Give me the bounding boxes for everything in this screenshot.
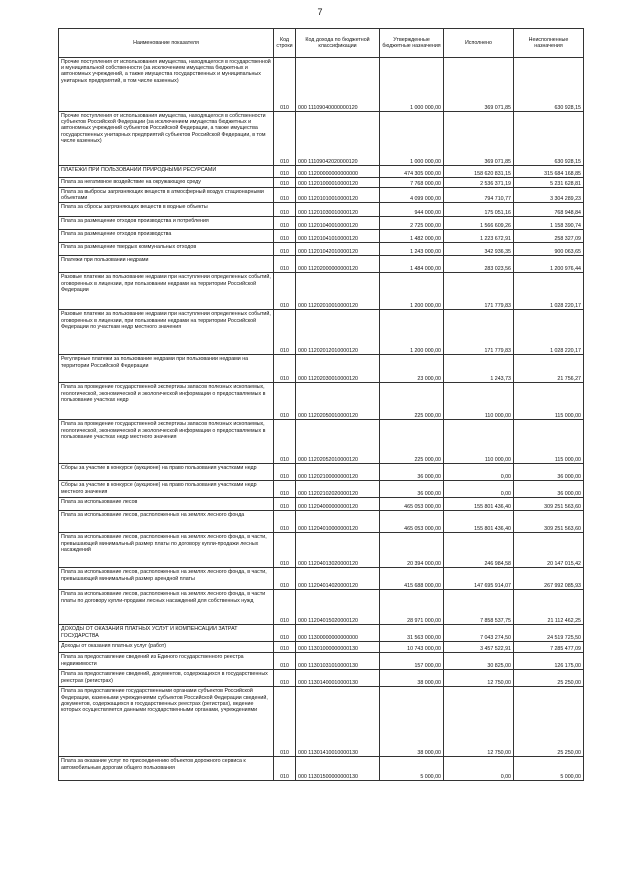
row-approved: 225 000,00 bbox=[380, 383, 444, 420]
row-unexecuted: 25 250,00 bbox=[514, 687, 584, 757]
row-name: Доходы от оказания платных услуг (работ) bbox=[59, 642, 274, 653]
page-number: 7 bbox=[317, 7, 323, 17]
row-bk-code: 000 11301031010000130 bbox=[296, 653, 380, 670]
row-code: 010 bbox=[274, 256, 296, 273]
table-row bbox=[59, 498, 584, 511]
row-executed: 175 051,16 bbox=[444, 203, 514, 217]
table-row bbox=[59, 58, 584, 112]
row-name: Плата за использование лесов bbox=[59, 498, 274, 511]
row-executed: 158 620 831,15 bbox=[444, 166, 514, 178]
table-row bbox=[59, 670, 584, 687]
row-unexecuted: 20 147 015,42 bbox=[514, 533, 584, 568]
row-approved: 38 000,00 bbox=[380, 670, 444, 687]
row-executed: 246 984,58 bbox=[444, 533, 514, 568]
row-unexecuted: 315 684 168,85 bbox=[514, 166, 584, 178]
row-executed: 110 000,00 bbox=[444, 420, 514, 464]
row-unexecuted: 21 756,27 bbox=[514, 355, 584, 383]
row-name: Плата за оказание услуг по присоединению объектов дорожного сервиса к автомобильным дорогам общего пользования bbox=[59, 757, 274, 781]
table-row bbox=[59, 568, 584, 590]
row-unexecuted: 768 948,84 bbox=[514, 203, 584, 217]
table-row bbox=[59, 310, 584, 355]
row-executed: 1 223 672,91 bbox=[444, 230, 514, 243]
row-name: Плата за предоставление сведений из Единого государственного реестра недвижимости bbox=[59, 653, 274, 670]
table-row bbox=[59, 590, 584, 625]
header-executed: Исполнено bbox=[444, 29, 514, 58]
row-approved: 1 200 000,00 bbox=[380, 273, 444, 310]
row-code: 010 bbox=[274, 310, 296, 355]
row-name: Плата за проведение государственной экспертизы запасов полезных ископаемых, геологической, экономической и экологической информации о предоставляемых в пользование участках недр местного значения bbox=[59, 420, 274, 464]
row-executed: 342 936,35 bbox=[444, 243, 514, 256]
row-executed: 155 801 436,40 bbox=[444, 511, 514, 533]
row-code: 010 bbox=[274, 355, 296, 383]
row-bk-code: 000 11300000000000000 bbox=[296, 625, 380, 642]
row-bk-code: 000 11202012010000120 bbox=[296, 310, 380, 355]
row-unexecuted: 258 327,09 bbox=[514, 230, 584, 243]
row-bk-code: 000 11301410010000130 bbox=[296, 687, 380, 757]
row-name: ДОХОДЫ ОТ ОКАЗАНИЯ ПЛАТНЫХ УСЛУГ И КОМПЕНСАЦИИ ЗАТРАТ ГОСУДАРСТВА bbox=[59, 625, 274, 642]
row-approved: 157 000,00 bbox=[380, 653, 444, 670]
row-unexecuted: 1 028 220,17 bbox=[514, 310, 584, 355]
row-code: 010 bbox=[274, 642, 296, 653]
row-bk-code: 000 11204010000000120 bbox=[296, 511, 380, 533]
row-executed: 369 071,85 bbox=[444, 58, 514, 112]
row-bk-code: 000 11201030010000120 bbox=[296, 203, 380, 217]
table-body bbox=[59, 58, 584, 781]
row-approved: 23 000,00 bbox=[380, 355, 444, 383]
row-name: Плата за использование лесов, расположенных на землях лесного фонда, в части платы по договору купли-продажи лесных насаждений для собственных нужд bbox=[59, 590, 274, 625]
table-row bbox=[59, 653, 584, 670]
table-row bbox=[59, 112, 584, 166]
row-bk-code: 000 11202030010000120 bbox=[296, 355, 380, 383]
row-name: Сборы за участие в конкурсе (аукционе) на право пользования участками недр местного значения bbox=[59, 481, 274, 498]
row-name: Прочие поступления от использования имущества, находящегося в собственности субъектов Российской Федерации (за исключением имущества бюджетных и автономных учреждений субъектов Российской Федерации, а также имущества государственных унитарных предприятий субъектов Российской Федерации, в том числе казенных) bbox=[59, 112, 274, 166]
header-unexecuted: Неисполненные назначения bbox=[514, 29, 584, 58]
row-name: Плата за использование лесов, расположенных на землях лесного фонда, в части, превышающей минимальный размер платы по договору купли-продажи лесных насаждений bbox=[59, 533, 274, 568]
row-executed: 12 750,00 bbox=[444, 687, 514, 757]
row-unexecuted: 1 200 976,44 bbox=[514, 256, 584, 273]
row-name: Плата за размещение отходов производства и потребления bbox=[59, 217, 274, 230]
row-unexecuted: 25 250,00 bbox=[514, 670, 584, 687]
row-bk-code: 000 11109040000000120 bbox=[296, 58, 380, 112]
table-row bbox=[59, 464, 584, 481]
row-executed: 0,00 bbox=[444, 464, 514, 481]
row-unexecuted: 1 158 390,74 bbox=[514, 217, 584, 230]
row-bk-code: 000 11200000000000000 bbox=[296, 166, 380, 178]
row-unexecuted: 36 000,00 bbox=[514, 481, 584, 498]
row-executed: 283 023,56 bbox=[444, 256, 514, 273]
table-row bbox=[59, 533, 584, 568]
row-approved: 10 743 000,00 bbox=[380, 642, 444, 653]
row-approved: 36 000,00 bbox=[380, 481, 444, 498]
row-unexecuted: 3 304 289,23 bbox=[514, 188, 584, 203]
row-unexecuted: 7 285 477,09 bbox=[514, 642, 584, 653]
row-executed: 171 779,83 bbox=[444, 310, 514, 355]
table-row bbox=[59, 178, 584, 188]
row-executed: 7 858 537,75 bbox=[444, 590, 514, 625]
row-executed: 3 457 522,91 bbox=[444, 642, 514, 653]
row-executed: 0,00 bbox=[444, 757, 514, 781]
row-approved: 31 563 000,00 bbox=[380, 625, 444, 642]
row-approved: 1 482 000,00 bbox=[380, 230, 444, 243]
row-executed: 7 043 274,50 bbox=[444, 625, 514, 642]
row-name: Регулярные платежи за пользование недрами при пользовании недрами на территории Российской Федерации bbox=[59, 355, 274, 383]
row-approved: 4 099 000,00 bbox=[380, 188, 444, 203]
row-name: Плата за негативное воздействие на окружающую среду bbox=[59, 178, 274, 188]
row-code: 010 bbox=[274, 188, 296, 203]
header-code: Код строки bbox=[274, 29, 296, 58]
row-unexecuted: 1 028 220,17 bbox=[514, 273, 584, 310]
row-code: 010 bbox=[274, 533, 296, 568]
table-row bbox=[59, 230, 584, 243]
row-name: Сборы за участие в конкурсе (аукционе) на право пользования участками недр bbox=[59, 464, 274, 481]
row-code: 010 bbox=[274, 625, 296, 642]
row-code: 010 bbox=[274, 273, 296, 310]
row-executed: 369 071,85 bbox=[444, 112, 514, 166]
row-bk-code: 000 11204000000000120 bbox=[296, 498, 380, 511]
table-header-row bbox=[59, 29, 584, 58]
row-executed: 147 695 914,07 bbox=[444, 568, 514, 590]
row-bk-code: 000 11301500000000130 bbox=[296, 757, 380, 781]
row-approved: 225 000,00 bbox=[380, 420, 444, 464]
table-row bbox=[59, 481, 584, 498]
row-bk-code: 000 11204015020000120 bbox=[296, 590, 380, 625]
row-name: Плата за размещение твердых коммунальных отходов bbox=[59, 243, 274, 256]
row-approved: 1 200 000,00 bbox=[380, 310, 444, 355]
row-executed: 1 566 609,26 bbox=[444, 217, 514, 230]
row-approved: 1 000 000,00 bbox=[380, 112, 444, 166]
row-unexecuted: 630 928,15 bbox=[514, 112, 584, 166]
row-name: Разовые платежи за пользование недрами при наступлении определенных событий, оговоренных в лицензии, при пользовании недрами на территории Российской Федерации по участкам недр местного значения bbox=[59, 310, 274, 355]
row-approved: 7 768 000,00 bbox=[380, 178, 444, 188]
row-code: 010 bbox=[274, 217, 296, 230]
row-name: Плата за выбросы загрязняющих веществ в атмосферный воздух стационарными объектами bbox=[59, 188, 274, 203]
row-bk-code: 000 11201010010000120 bbox=[296, 188, 380, 203]
row-approved: 415 688 000,00 bbox=[380, 568, 444, 590]
row-unexecuted: 5 000,00 bbox=[514, 757, 584, 781]
row-code: 010 bbox=[274, 420, 296, 464]
row-bk-code: 000 11204014020000120 bbox=[296, 568, 380, 590]
row-bk-code: 000 11202010010000120 bbox=[296, 273, 380, 310]
row-bk-code: 000 11202052010000120 bbox=[296, 420, 380, 464]
row-bk-code: 000 11201042010000120 bbox=[296, 243, 380, 256]
row-name: ПЛАТЕЖИ ПРИ ПОЛЬЗОВАНИИ ПРИРОДНЫМИ РЕСУРСАМИ bbox=[59, 166, 274, 178]
row-executed: 794 710,77 bbox=[444, 188, 514, 203]
row-bk-code: 000 11201040010000120 bbox=[296, 217, 380, 230]
row-bk-code: 000 11202102020000120 bbox=[296, 481, 380, 498]
row-executed: 171 779,83 bbox=[444, 273, 514, 310]
row-name: Прочие поступления от использования имущества, находящегося в государственной и муниципальной собственности (за исключением имущества бюджетных и автономных учреждений, а также имущества государственных и муниципальных унитарных предприятий, в том числе казенных) bbox=[59, 58, 274, 112]
table-row bbox=[59, 166, 584, 178]
table-row bbox=[59, 625, 584, 642]
row-bk-code: 000 11202050010000120 bbox=[296, 383, 380, 420]
row-unexecuted: 126 175,00 bbox=[514, 653, 584, 670]
row-executed: 12 750,00 bbox=[444, 670, 514, 687]
row-approved: 2 725 000,00 bbox=[380, 217, 444, 230]
table-row bbox=[59, 511, 584, 533]
row-code: 010 bbox=[274, 757, 296, 781]
row-code: 010 bbox=[274, 670, 296, 687]
row-code: 010 bbox=[274, 383, 296, 420]
table-row bbox=[59, 355, 584, 383]
revenue-table bbox=[58, 28, 584, 781]
row-code: 010 bbox=[274, 498, 296, 511]
row-name: Плата за использование лесов, расположенных на землях лесного фонда, в части, превышающей минимальный размер арендной платы bbox=[59, 568, 274, 590]
row-code: 010 bbox=[274, 590, 296, 625]
row-code: 010 bbox=[274, 511, 296, 533]
row-executed: 2 536 371,19 bbox=[444, 178, 514, 188]
row-bk-code: 000 11202100000000120 bbox=[296, 464, 380, 481]
row-executed: 110 000,00 bbox=[444, 383, 514, 420]
row-approved: 1 484 000,00 bbox=[380, 256, 444, 273]
table-row bbox=[59, 383, 584, 420]
row-code: 010 bbox=[274, 568, 296, 590]
row-unexecuted: 115 000,00 bbox=[514, 383, 584, 420]
row-unexecuted: 5 231 628,81 bbox=[514, 178, 584, 188]
row-approved: 5 000,00 bbox=[380, 757, 444, 781]
table-row bbox=[59, 256, 584, 273]
row-code: 010 bbox=[274, 464, 296, 481]
row-unexecuted: 900 063,65 bbox=[514, 243, 584, 256]
row-bk-code: 000 11204013020000120 bbox=[296, 533, 380, 568]
row-bk-code: 000 11202000000000120 bbox=[296, 256, 380, 273]
row-name: Платежи при пользовании недрами bbox=[59, 256, 274, 273]
row-code: 010 bbox=[274, 166, 296, 178]
row-executed: 0,00 bbox=[444, 481, 514, 498]
row-name: Разовые платежи за пользование недрами при наступлении определенных событий, оговоренных в лицензии, при пользовании недрами на территории Российской Федерации bbox=[59, 273, 274, 310]
row-approved: 465 053 000,00 bbox=[380, 511, 444, 533]
table-row bbox=[59, 642, 584, 653]
row-name: Плата за предоставление государственными органами субъектов Российской Федерации, казенными учреждениями субъектов Российской Федерации сведений, документов, содержащихся в государственных реестрах (регистрах), ведение которых осуществляется данными государственными органами, учреждениями bbox=[59, 687, 274, 757]
row-unexecuted: 24 519 725,50 bbox=[514, 625, 584, 642]
table-row bbox=[59, 757, 584, 781]
row-code: 010 bbox=[274, 230, 296, 243]
row-approved: 944 000,00 bbox=[380, 203, 444, 217]
row-name: Плата за использование лесов, расположенных на землях лесного фонда bbox=[59, 511, 274, 533]
row-code: 010 bbox=[274, 243, 296, 256]
row-unexecuted: 630 928,15 bbox=[514, 58, 584, 112]
row-unexecuted: 309 251 563,60 bbox=[514, 511, 584, 533]
row-code: 010 bbox=[274, 687, 296, 757]
row-bk-code: 000 11201041010000120 bbox=[296, 230, 380, 243]
row-executed: 1 243,73 bbox=[444, 355, 514, 383]
row-approved: 474 305 000,00 bbox=[380, 166, 444, 178]
row-approved: 36 000,00 bbox=[380, 464, 444, 481]
row-name: Плата за проведение государственной экспертизы запасов полезных ископаемых, геологической, экономической и экологической информации о предоставляемых в пользование участках недр bbox=[59, 383, 274, 420]
row-approved: 38 000,00 bbox=[380, 687, 444, 757]
row-bk-code: 000 11109042020000120 bbox=[296, 112, 380, 166]
row-unexecuted: 36 000,00 bbox=[514, 464, 584, 481]
row-executed: 155 801 436,40 bbox=[444, 498, 514, 511]
row-unexecuted: 21 112 462,25 bbox=[514, 590, 584, 625]
table-row bbox=[59, 203, 584, 217]
row-code: 010 bbox=[274, 178, 296, 188]
row-approved: 28 971 000,00 bbox=[380, 590, 444, 625]
row-unexecuted: 115 000,00 bbox=[514, 420, 584, 464]
header-approved: Утвержденные бюджетные назначения bbox=[380, 29, 444, 58]
row-approved: 1 243 000,00 bbox=[380, 243, 444, 256]
row-code: 010 bbox=[274, 112, 296, 166]
header-name: Наименование показателя bbox=[59, 29, 274, 58]
table-row bbox=[59, 243, 584, 256]
row-unexecuted: 267 992 085,93 bbox=[514, 568, 584, 590]
row-bk-code: 000 11301000000000130 bbox=[296, 642, 380, 653]
table-row bbox=[59, 420, 584, 464]
row-code: 010 bbox=[274, 653, 296, 670]
row-bk-code: 000 11301400010000130 bbox=[296, 670, 380, 687]
header-bk: Код дохода по бюджетной классификации bbox=[296, 29, 380, 58]
table-row bbox=[59, 273, 584, 310]
row-approved: 20 394 000,00 bbox=[380, 533, 444, 568]
row-unexecuted: 309 251 563,60 bbox=[514, 498, 584, 511]
row-approved: 465 053 000,00 bbox=[380, 498, 444, 511]
table-row bbox=[59, 217, 584, 230]
row-approved: 1 000 000,00 bbox=[380, 58, 444, 112]
row-name: Плата за сбросы загрязняющих веществ в водные объекты bbox=[59, 203, 274, 217]
row-code: 010 bbox=[274, 481, 296, 498]
row-name: Плата за размещение отходов производства bbox=[59, 230, 274, 243]
row-executed: 30 825,00 bbox=[444, 653, 514, 670]
row-bk-code: 000 11201000010000120 bbox=[296, 178, 380, 188]
row-name: Плата за предоставление сведений, документов, содержащихся в государственных реестрах (регистрах) bbox=[59, 670, 274, 687]
table-row bbox=[59, 687, 584, 757]
row-code: 010 bbox=[274, 58, 296, 112]
table-row bbox=[59, 188, 584, 203]
row-code: 010 bbox=[274, 203, 296, 217]
